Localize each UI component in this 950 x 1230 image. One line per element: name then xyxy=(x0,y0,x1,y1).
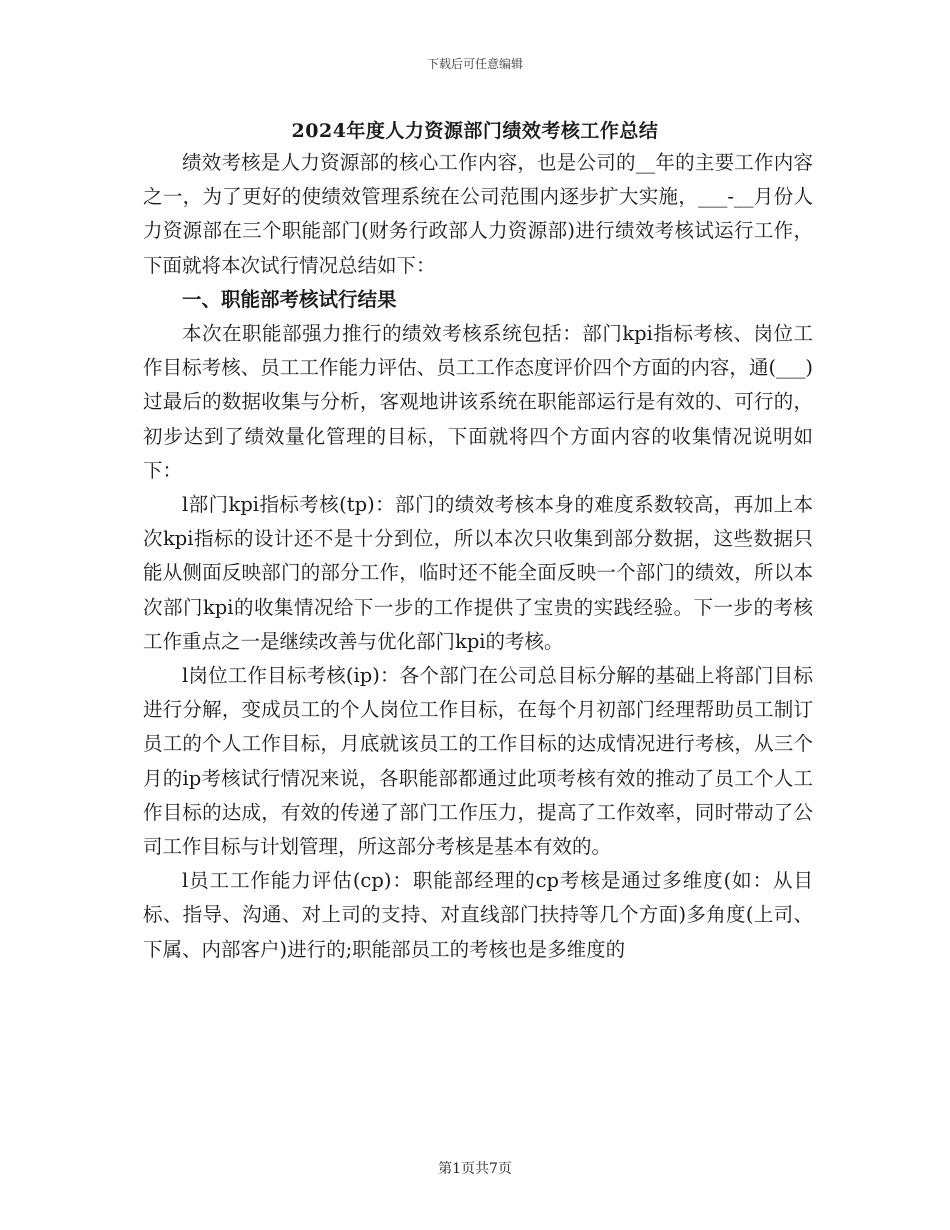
page-footer: 第1页共7页 xyxy=(438,1161,512,1177)
section-heading: 一、职能部考核试行结果 xyxy=(182,287,397,311)
paragraph-overview: 本次在职能部强力推行的绩效考核系统包括：部门kpi指标考核、岗位工作目标考核、员工工作能力评估、员工工作态度评价四个方面的内容，通(___)过最后的数据收集与分析，客观地讲该系统在职能部运行是有效的、可行的，初步达到了绩效量化管理的目标，下面就将四个方面内容的收集情况说明如下： xyxy=(143,322,813,482)
paragraph-cp: l员工工作能力评估(cp)：职能部经理的cp考核是通过多维度(如：从目标、指导、沟通、对上司的支持、对直线部门扶持等几个方面)多角度(上司、下属、内部客户)进行的;职能部员工的考核也是多维度的 xyxy=(143,869,813,961)
document-body xyxy=(143,146,813,967)
header-note: 下载后可任意编辑 xyxy=(426,57,523,71)
paragraph-kpi: l部门kpi指标考核(tp)：部门的绩效考核本身的难度系数较高，再加上本次kpi指标的设计还不是十分到位，所以本次只收集到部分数据，这些数据只能从侧面反映部门的部分工作，临时还不能全面反映一个部门的绩效，所以本次部门kpi的收集情况给下一步的工作提供了宝贵的实践经验。下一步的考核工作重点之一是继续改善与优化部门kpi的考核。 xyxy=(143,493,813,653)
paragraph-ip: l岗位工作目标考核(ip)：各个部门在公司总目标分解的基础上将部门目标进行分解，变成员工的个人岗位工作目标，在每个月初部门经理帮助员工制订员工的个人工作目标，月底就该员工的工作目标的达成情况进行考核，从三个月的ip考核试行情况来说，各职能部都通过此项考核有效的推动了员工个人工作目标的达成，有效的传递了部门工作压力，提高了工作效率，同时带动了公司工作目标与计划管理，所这部分考核是基本有效的。 xyxy=(143,664,813,859)
paragraph-intro: 绩效考核是人力资源部的核心工作内容，也是公司的__年的主要工作内容之一，为了更好的使绩效管理系统在公司范围内逐步扩大实施，___-__月份人力资源部在三个职能部门(财务行政部人力资源部)进行绩效考核试运行工作，下面就将本次试行情况总结如下： xyxy=(143,151,813,277)
document-title: 2024年度人力资源部门绩效考核工作总结 xyxy=(291,120,659,142)
